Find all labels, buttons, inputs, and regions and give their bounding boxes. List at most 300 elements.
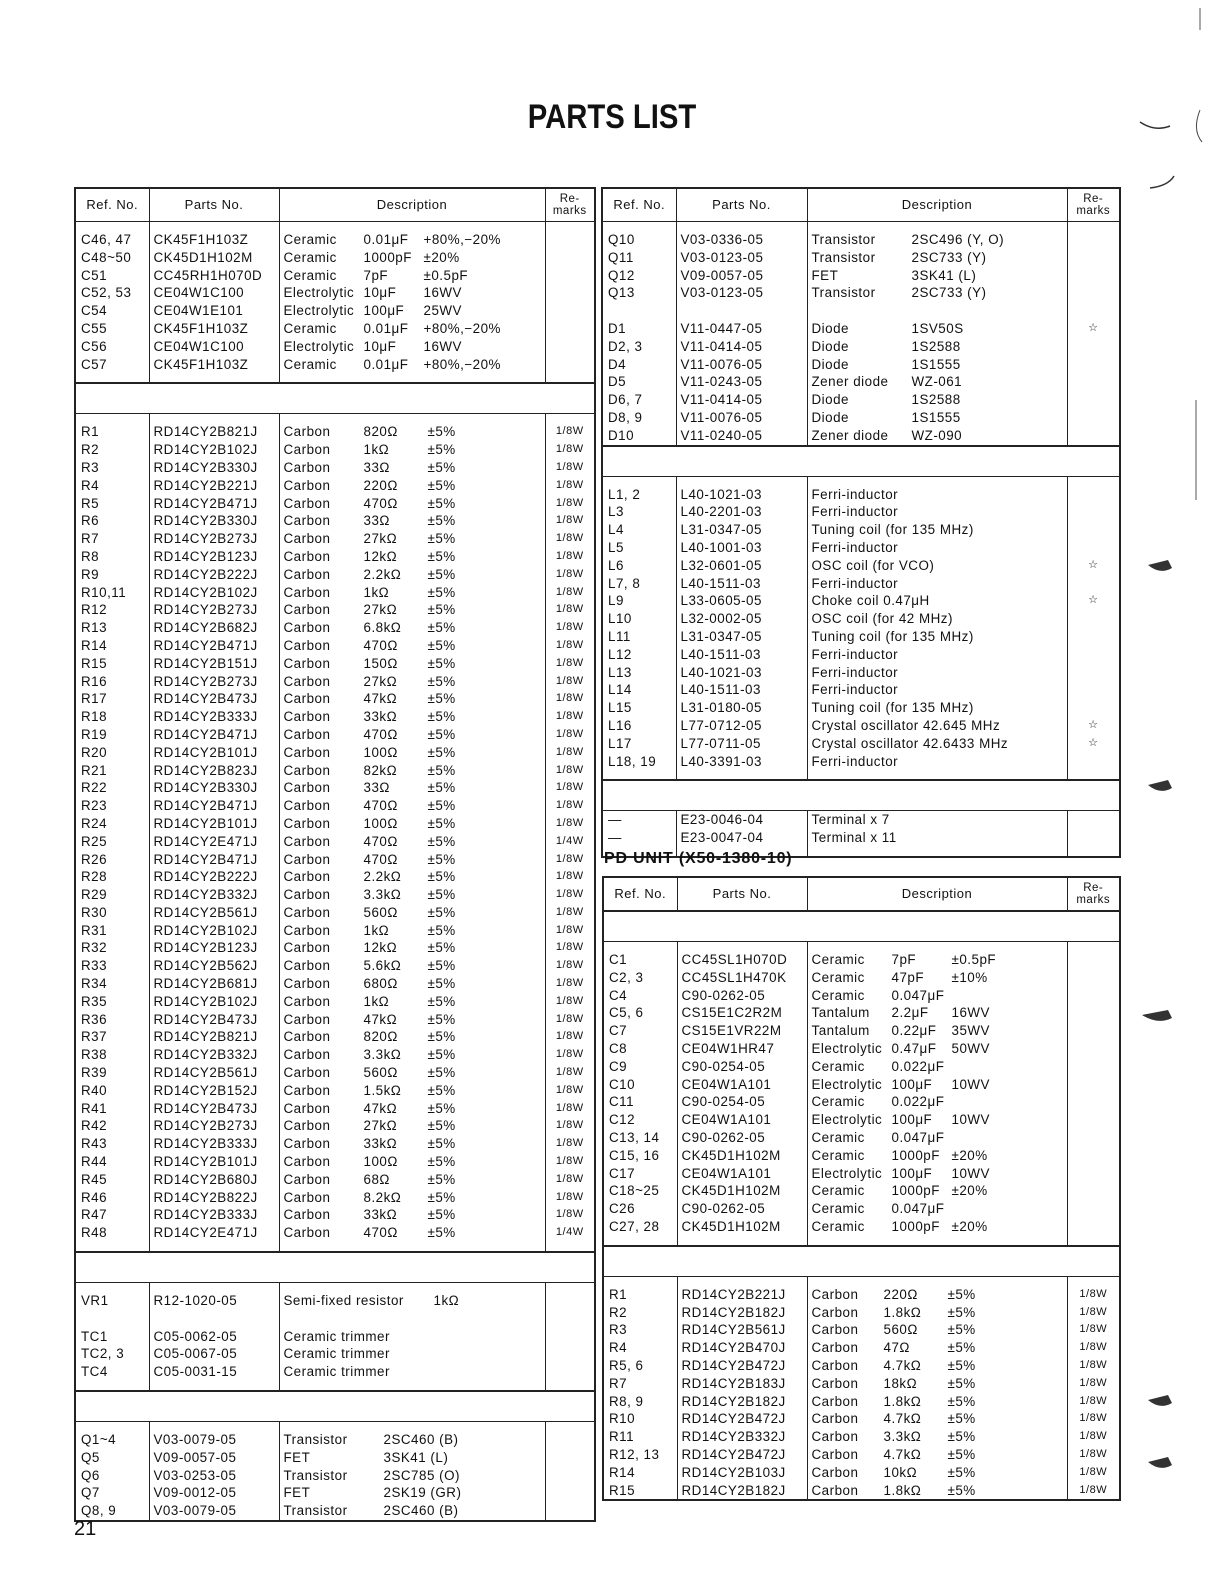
table-row bbox=[602, 664, 1120, 682]
ref-no: R5 bbox=[75, 495, 149, 513]
description-field: ±0.5pF bbox=[423, 267, 469, 283]
description-field: ±5% bbox=[947, 1304, 976, 1320]
description bbox=[807, 575, 1067, 593]
ref-no: L11 bbox=[602, 628, 676, 646]
description-field: ±5% bbox=[947, 1482, 976, 1498]
description bbox=[279, 690, 545, 708]
description-field: 2.2kΩ bbox=[363, 566, 402, 582]
ref-no: L18, 19 bbox=[602, 753, 676, 771]
description-field: ±5% bbox=[427, 513, 456, 529]
remarks: 1/8W bbox=[1067, 1286, 1120, 1304]
parts-no: RD14CY2B273J bbox=[149, 601, 279, 619]
description-field: Carbon bbox=[283, 958, 331, 974]
description-field: Zener diode bbox=[811, 427, 889, 443]
description bbox=[279, 922, 545, 940]
remarks bbox=[545, 1345, 595, 1363]
table-row bbox=[603, 1304, 1120, 1322]
parts-no: CK45D1H102M bbox=[149, 249, 279, 267]
parts-no: CE04W1C100 bbox=[149, 338, 279, 356]
parts-no: V09-0057-05 bbox=[676, 267, 807, 285]
table-row bbox=[602, 503, 1120, 521]
parts-no: L40-1511-03 bbox=[676, 681, 807, 699]
ref-no: R14 bbox=[75, 637, 149, 655]
description bbox=[807, 610, 1067, 628]
description bbox=[279, 797, 545, 815]
description-field: Ferri-inductor bbox=[811, 646, 899, 662]
table-row bbox=[602, 575, 1120, 593]
description-field: Carbon bbox=[811, 1322, 859, 1338]
table-row bbox=[75, 249, 595, 267]
table-row bbox=[603, 1129, 1120, 1147]
ref-no: C17 bbox=[603, 1165, 677, 1183]
description-field: 1S1555 bbox=[911, 356, 961, 372]
section-header bbox=[603, 911, 1120, 942]
description-field: Ceramic trimmer bbox=[283, 1346, 390, 1362]
description-field: Carbon bbox=[283, 851, 331, 867]
parts-no: V09-0012-05 bbox=[149, 1484, 279, 1502]
description bbox=[807, 356, 1067, 374]
remarks bbox=[1067, 1147, 1120, 1165]
remarks bbox=[545, 1431, 595, 1449]
description-field: Carbon bbox=[283, 762, 331, 778]
description-field: Diode bbox=[811, 356, 849, 372]
description bbox=[279, 655, 545, 673]
description-field: Electrolytic bbox=[283, 303, 355, 319]
description-field: 560Ω bbox=[363, 1065, 398, 1081]
description bbox=[807, 1147, 1067, 1165]
remarks: 1/8W bbox=[545, 512, 595, 530]
remarks bbox=[1067, 753, 1120, 771]
table-row bbox=[602, 753, 1120, 771]
description-field: Carbon bbox=[283, 1189, 331, 1205]
ref-no: C15, 16 bbox=[603, 1147, 677, 1165]
description-field: FET bbox=[283, 1485, 311, 1501]
description-field: 0.022μF bbox=[891, 1094, 945, 1110]
parts-no: RD14CY2B332J bbox=[677, 1428, 807, 1446]
description bbox=[279, 1028, 545, 1046]
header-remarks-line1: Re- bbox=[1083, 882, 1104, 894]
ref-no: R19 bbox=[75, 726, 149, 744]
description-field: 470Ω bbox=[363, 798, 398, 814]
parts-no: L40-1021-03 bbox=[676, 664, 807, 682]
description-field: 3SK41 (L) bbox=[911, 267, 977, 283]
parts-table-pd-unit bbox=[602, 876, 1121, 1501]
description bbox=[279, 1431, 545, 1449]
table-row bbox=[602, 391, 1120, 409]
table-row bbox=[75, 423, 595, 441]
description-field: Carbon bbox=[283, 495, 331, 511]
ref-no: VR1 bbox=[75, 1292, 149, 1310]
parts-no: RD14CY2B273J bbox=[149, 673, 279, 691]
table-row bbox=[75, 1310, 595, 1328]
remarks bbox=[545, 320, 595, 338]
description-field: Carbon bbox=[283, 1136, 331, 1152]
description-field: Carbon bbox=[283, 993, 331, 1009]
ref-no: Q6 bbox=[75, 1467, 149, 1485]
description bbox=[807, 1357, 1067, 1375]
ref-no bbox=[602, 302, 676, 320]
header-remarks-line2: marks bbox=[552, 205, 587, 217]
remarks bbox=[1067, 267, 1120, 285]
table-row bbox=[602, 373, 1120, 391]
description-field: Carbon bbox=[283, 477, 331, 493]
description-field: 1.5kΩ bbox=[363, 1082, 402, 1098]
parts-no: R12-1020-05 bbox=[149, 1292, 279, 1310]
table-row bbox=[75, 548, 595, 566]
description-field: Carbon bbox=[283, 566, 331, 582]
header-remarks bbox=[1067, 877, 1120, 911]
table-row bbox=[75, 530, 595, 548]
table-row bbox=[75, 302, 595, 320]
parts-no: RD14CY2B472J bbox=[677, 1357, 807, 1375]
table-row bbox=[603, 969, 1120, 987]
description-field: 12kΩ bbox=[363, 548, 398, 564]
parts-no: RD14CY2B561J bbox=[677, 1321, 807, 1339]
description-field: FET bbox=[811, 267, 839, 283]
ref-no: R1 bbox=[603, 1286, 677, 1304]
header-remarks-line1: Re- bbox=[559, 193, 580, 205]
description-field: ±5% bbox=[427, 780, 456, 796]
remarks: 1/8W bbox=[545, 1011, 595, 1029]
description bbox=[807, 231, 1067, 249]
description-field: Carbon bbox=[283, 1047, 331, 1063]
section-header bbox=[75, 1252, 595, 1283]
table-row bbox=[603, 951, 1120, 969]
remarks bbox=[1067, 503, 1120, 521]
section-header bbox=[602, 446, 1120, 477]
description bbox=[279, 584, 545, 602]
spacer-row bbox=[603, 1236, 1120, 1246]
ref-no: R12, 13 bbox=[603, 1446, 677, 1464]
description-field: Diode bbox=[811, 320, 849, 336]
remarks: 1/8W bbox=[545, 922, 595, 940]
table-row bbox=[602, 486, 1120, 504]
table-row bbox=[75, 512, 595, 530]
ref-no: R15 bbox=[75, 655, 149, 673]
remarks: 1/8W bbox=[545, 708, 595, 726]
spacer-row bbox=[603, 1276, 1120, 1286]
description-field: Tuning coil (for 135 MHz) bbox=[811, 522, 974, 538]
remarks: 1/8W bbox=[1067, 1339, 1120, 1357]
remarks: ☆ bbox=[1067, 717, 1120, 735]
remarks: 1/8W bbox=[545, 637, 595, 655]
description bbox=[807, 1111, 1067, 1129]
parts-no: RD14CY2B330J bbox=[149, 512, 279, 530]
ref-no: L16 bbox=[602, 717, 676, 735]
scan-margin-marks bbox=[1130, 0, 1224, 1584]
description-field: Carbon bbox=[283, 1171, 331, 1187]
description-field: 33Ω bbox=[363, 459, 390, 475]
remarks bbox=[1067, 1165, 1120, 1183]
table-row bbox=[75, 1082, 595, 1100]
ref-no: R1 bbox=[75, 423, 149, 441]
description bbox=[279, 601, 545, 619]
description-field: Carbon bbox=[283, 798, 331, 814]
table-row bbox=[75, 1189, 595, 1207]
description-field: 1kΩ bbox=[363, 584, 390, 600]
remarks bbox=[1067, 969, 1120, 987]
remarks bbox=[545, 338, 595, 356]
description-field: 1kΩ bbox=[363, 993, 390, 1009]
description-field: Carbon bbox=[283, 744, 331, 760]
description bbox=[807, 267, 1067, 285]
remarks bbox=[1067, 1040, 1120, 1058]
table-row bbox=[603, 1200, 1120, 1218]
description bbox=[807, 1040, 1067, 1058]
description-field: 47kΩ bbox=[363, 1011, 398, 1027]
remarks: 1/8W bbox=[545, 1100, 595, 1118]
description-field: Transistor bbox=[811, 232, 876, 247]
description-field: Electrolytic bbox=[283, 285, 355, 301]
header-remarks-line1: Re- bbox=[1083, 193, 1104, 205]
description bbox=[279, 833, 545, 851]
description bbox=[279, 320, 545, 338]
parts-no: V11-0447-05 bbox=[676, 320, 807, 338]
description-field: Ferri-inductor bbox=[811, 486, 899, 502]
description-field: Transistor bbox=[283, 1503, 348, 1519]
remarks: 1/8W bbox=[545, 1082, 595, 1100]
parts-no: V11-0076-05 bbox=[676, 409, 807, 427]
parts-no: V03-0123-05 bbox=[676, 249, 807, 267]
description-field: Ceramic bbox=[283, 267, 337, 283]
remarks bbox=[1067, 521, 1120, 539]
remarks bbox=[1067, 338, 1120, 356]
ref-no: C54 bbox=[75, 302, 149, 320]
description-field: WZ-090 bbox=[911, 427, 963, 443]
parts-no: RD14CY2B473J bbox=[149, 1100, 279, 1118]
description-field: Ceramic bbox=[811, 1147, 865, 1163]
description-field: Carbon bbox=[283, 1029, 331, 1045]
ref-no: R9 bbox=[75, 566, 149, 584]
ref-no: D8, 9 bbox=[602, 409, 676, 427]
remarks: 1/8W bbox=[545, 1153, 595, 1171]
parts-no: L40-1511-03 bbox=[676, 646, 807, 664]
description-field: 2.2kΩ bbox=[363, 869, 402, 885]
description-field: Ceramic bbox=[811, 969, 865, 985]
ref-no: R45 bbox=[75, 1171, 149, 1189]
description bbox=[279, 779, 545, 797]
table-row bbox=[75, 762, 595, 780]
ref-no: R7 bbox=[75, 530, 149, 548]
remarks: 1/8W bbox=[1067, 1446, 1120, 1464]
parts-no: RD14CY2B470J bbox=[677, 1339, 807, 1357]
description-field: ±5% bbox=[427, 1047, 456, 1063]
parts-no: RD14CY2B222J bbox=[149, 566, 279, 584]
description-field: 1.8kΩ bbox=[883, 1304, 922, 1320]
parts-no: RD14CY2B182J bbox=[677, 1393, 807, 1411]
description bbox=[279, 231, 545, 249]
description-field: ±5% bbox=[427, 833, 456, 849]
description bbox=[279, 1484, 545, 1502]
parts-no: RD14CY2B221J bbox=[677, 1286, 807, 1304]
description bbox=[279, 939, 545, 957]
description-field: Ferri-inductor bbox=[811, 539, 899, 555]
description-field: Terminal x 11 bbox=[811, 830, 897, 846]
description-field: 4.7kΩ bbox=[883, 1446, 922, 1462]
remarks: 1/8W bbox=[545, 601, 595, 619]
table-row bbox=[602, 267, 1120, 285]
ref-no: R3 bbox=[75, 459, 149, 477]
description-field: Carbon bbox=[283, 1225, 331, 1241]
spacer-row bbox=[603, 942, 1120, 952]
table-row bbox=[75, 619, 595, 637]
description-field: Ceramic bbox=[811, 1183, 865, 1199]
parts-no: RD14CY2B821J bbox=[149, 423, 279, 441]
description-field: 220Ω bbox=[883, 1286, 918, 1302]
table-row bbox=[75, 1117, 595, 1135]
section-title bbox=[75, 1252, 595, 1283]
description-field: WZ-061 bbox=[911, 374, 963, 390]
parts-no: RD14CY2B102J bbox=[149, 922, 279, 940]
remarks bbox=[545, 249, 595, 267]
parts-no: C90-0262-05 bbox=[677, 987, 807, 1005]
description bbox=[807, 1076, 1067, 1094]
remarks bbox=[1067, 575, 1120, 593]
description-field: 47kΩ bbox=[363, 1100, 398, 1116]
description bbox=[279, 267, 545, 285]
description-field: Ferri-inductor bbox=[811, 664, 899, 680]
remarks bbox=[1067, 811, 1120, 829]
description bbox=[807, 717, 1067, 735]
description-field: 1.8kΩ bbox=[883, 1393, 922, 1409]
description-field: ±20% bbox=[951, 1147, 988, 1163]
table-row bbox=[75, 851, 595, 869]
parts-no: CE04W1A101 bbox=[677, 1111, 807, 1129]
remarks bbox=[1067, 610, 1120, 628]
table-row bbox=[602, 717, 1120, 735]
ref-no bbox=[75, 1310, 149, 1328]
remarks bbox=[1067, 1093, 1120, 1111]
remarks bbox=[1067, 628, 1120, 646]
spacer-row bbox=[602, 770, 1120, 780]
ref-no: L13 bbox=[602, 664, 676, 682]
description bbox=[807, 1058, 1067, 1076]
remarks: 1/8W bbox=[545, 868, 595, 886]
description-field: Ceramic bbox=[811, 1129, 865, 1145]
ref-no: R18 bbox=[75, 708, 149, 726]
description-field: 2SC496 (Y, O) bbox=[911, 232, 1005, 247]
description-field: 27kΩ bbox=[363, 602, 398, 618]
ref-no: C1 bbox=[603, 951, 677, 969]
description bbox=[807, 1393, 1067, 1411]
spacer-row bbox=[75, 1422, 595, 1432]
parts-no: RD14CY2B333J bbox=[149, 1206, 279, 1224]
description-field: 1kΩ bbox=[363, 442, 390, 458]
remarks: 1/8W bbox=[1067, 1321, 1120, 1339]
description-field: Electrolytic bbox=[811, 1076, 883, 1092]
description-field: ±5% bbox=[427, 584, 456, 600]
parts-no: RD14CY2B561J bbox=[149, 1064, 279, 1082]
description-field: Ferri-inductor bbox=[811, 504, 899, 520]
spacer-row bbox=[75, 1283, 595, 1293]
description-field: Ceramic bbox=[811, 952, 865, 967]
description-field: 16WV bbox=[423, 285, 462, 301]
ref-no: R2 bbox=[603, 1304, 677, 1322]
header-ref-no: Ref. No. bbox=[75, 188, 149, 222]
description-field: ±20% bbox=[951, 1218, 988, 1234]
description-field: 35WV bbox=[951, 1023, 990, 1039]
description bbox=[807, 539, 1067, 557]
description-field: Carbon bbox=[283, 584, 331, 600]
table-row bbox=[603, 1040, 1120, 1058]
remarks bbox=[545, 302, 595, 320]
remarks: 1/8W bbox=[1067, 1482, 1120, 1501]
description-field: ±5% bbox=[947, 1375, 976, 1391]
parts-no bbox=[676, 302, 807, 320]
remarks: 1/8W bbox=[545, 886, 595, 904]
description-field: ±5% bbox=[427, 1011, 456, 1027]
parts-no: RD14CY2B471J bbox=[149, 851, 279, 869]
description-field: 27kΩ bbox=[363, 673, 398, 689]
table-row bbox=[603, 1339, 1120, 1357]
remarks bbox=[1067, 373, 1120, 391]
parts-no: V11-0414-05 bbox=[676, 391, 807, 409]
remarks: ☆ bbox=[1067, 320, 1120, 338]
description-field: 0.01μF bbox=[363, 320, 409, 336]
description-field: Carbon bbox=[283, 673, 331, 689]
description-field: 33kΩ bbox=[363, 709, 398, 725]
table-row bbox=[75, 726, 595, 744]
remarks: 1/8W bbox=[545, 566, 595, 584]
description bbox=[807, 628, 1067, 646]
description bbox=[279, 423, 545, 441]
parts-no: CK45D1H102M bbox=[677, 1218, 807, 1236]
parts-no: RD14CY2B123J bbox=[149, 548, 279, 566]
description-field: 470Ω bbox=[363, 637, 398, 653]
parts-no: CE04W1HR47 bbox=[677, 1040, 807, 1058]
remarks: 1/8W bbox=[1067, 1357, 1120, 1375]
table-row bbox=[602, 521, 1120, 539]
description bbox=[279, 815, 545, 833]
pd-unit-title: PD UNIT (X50-1380-10) bbox=[604, 850, 793, 867]
description-field: 1000pF bbox=[891, 1218, 940, 1234]
description-field: ±5% bbox=[427, 655, 456, 671]
description-field: Carbon bbox=[283, 815, 331, 831]
header-remarks-line2: marks bbox=[1076, 894, 1111, 906]
ref-no: R3 bbox=[603, 1321, 677, 1339]
description-field: Crystal oscillator 42.645 MHz bbox=[811, 717, 1001, 733]
description-field: 7pF bbox=[891, 952, 917, 967]
parts-no: RD14CY2B102J bbox=[149, 993, 279, 1011]
description bbox=[279, 1502, 545, 1521]
ref-no: C46, 47 bbox=[75, 231, 149, 249]
description-field: Carbon bbox=[283, 1082, 331, 1098]
table-row bbox=[603, 1446, 1120, 1464]
table-row bbox=[603, 1321, 1120, 1339]
table-row bbox=[75, 1135, 595, 1153]
remarks bbox=[1067, 664, 1120, 682]
description-field: 27kΩ bbox=[363, 531, 398, 547]
description bbox=[807, 1464, 1067, 1482]
description-field: 33Ω bbox=[363, 780, 390, 796]
description-field: Tuning coil (for 135 MHz) bbox=[811, 628, 974, 644]
parts-no: RD14CY2B221J bbox=[149, 477, 279, 495]
description-field: Carbon bbox=[811, 1411, 859, 1427]
ref-no: L1, 2 bbox=[602, 486, 676, 504]
ref-no: D4 bbox=[602, 356, 676, 374]
description bbox=[279, 1206, 545, 1224]
description-field: 12kΩ bbox=[363, 940, 398, 956]
description-field: 16WV bbox=[951, 1005, 990, 1021]
table-row bbox=[75, 1206, 595, 1224]
description bbox=[807, 1410, 1067, 1428]
description-field: Semi-fixed resistor bbox=[283, 1293, 404, 1309]
description-field: 560Ω bbox=[883, 1322, 918, 1338]
ref-no: Q10 bbox=[602, 231, 676, 249]
description-field: 100μF bbox=[891, 1076, 933, 1092]
ref-no: R30 bbox=[75, 904, 149, 922]
table-row bbox=[75, 673, 595, 691]
